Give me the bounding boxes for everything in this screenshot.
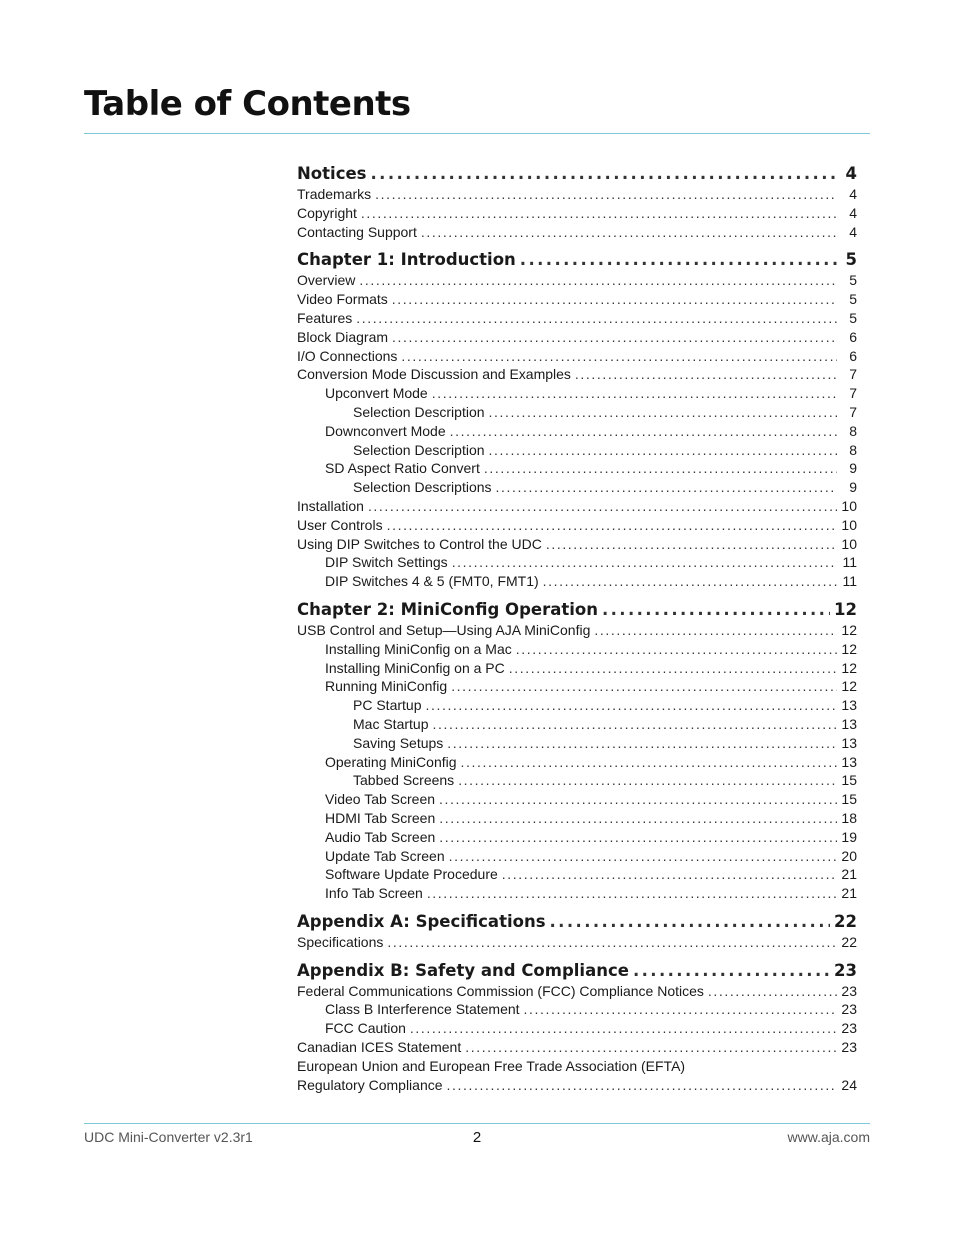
toc-entry-page: 7 [849, 366, 857, 383]
toc-heading-label: Appendix B: Safety and Compliance [297, 960, 629, 980]
toc-entry-page: 7 [849, 403, 857, 420]
toc-leader-dots [458, 771, 837, 790]
toc-entry-page: 4 [849, 223, 857, 240]
toc-leader-dots [633, 960, 830, 982]
toc-entry-label: Tabbed Screens [353, 772, 455, 789]
toc-leader-dots [375, 185, 837, 204]
toc-entry-page: 15 [841, 791, 857, 808]
toc-entry-label: I/O Connections [297, 347, 398, 364]
toc-section [297, 249, 857, 591]
toc-entry-label: DIP Switch Settings [325, 554, 448, 571]
toc-entry-label: User Controls [297, 516, 383, 533]
toc-entry[interactable] [297, 753, 857, 772]
toc-entry-label: Using DIP Switches to Control the UDC [297, 535, 542, 552]
toc-entry-page: 8 [849, 441, 857, 458]
toc-entry-label: Video Tab Screen [325, 791, 436, 808]
toc-entry-page: 8 [849, 422, 857, 439]
toc-heading[interactable] [297, 249, 857, 271]
toc-heading-page: 22 [834, 911, 857, 931]
toc-leader-dots [392, 290, 837, 309]
toc-entry[interactable] [297, 734, 857, 753]
toc-leader-dots [708, 982, 837, 1001]
toc-leader-dots [451, 677, 837, 696]
toc-entry-page: 10 [841, 535, 857, 552]
toc-leader-dots [356, 309, 837, 328]
toc-entry[interactable] [297, 516, 857, 535]
toc-entry[interactable] [297, 1000, 857, 1019]
toc-entry[interactable] [297, 572, 857, 591]
toc-entry[interactable] [297, 933, 857, 952]
toc-entry[interactable] [297, 828, 857, 847]
toc-entry-label: Class B Interference Statement [325, 1001, 520, 1018]
toc-entry-page: 22 [841, 933, 857, 950]
toc-entry[interactable] [297, 422, 857, 441]
toc-entry-page: 4 [849, 204, 857, 221]
toc-leader-dots [425, 696, 837, 715]
toc-entry-page: 5 [849, 309, 857, 326]
toc-entry[interactable] [297, 771, 857, 790]
toc-leader-dots [543, 572, 837, 591]
toc-entry[interactable] [297, 553, 857, 572]
toc-leader-dots [484, 459, 837, 478]
toc-entry-page: 20 [841, 847, 857, 864]
toc-entry[interactable] [297, 185, 857, 204]
toc-entry-page: 13 [841, 715, 857, 732]
toc-entry-label: Conversion Mode Discussion and Examples [297, 366, 571, 383]
toc-entry-page: 9 [849, 460, 857, 477]
table-of-contents [297, 163, 857, 1094]
toc-entry[interactable] [297, 478, 857, 497]
toc-entry-page: 15 [841, 772, 857, 789]
toc-leader-dots [520, 249, 837, 271]
toc-entry-page: 13 [841, 697, 857, 714]
toc-entry[interactable] [297, 328, 857, 347]
toc-entry[interactable] [297, 290, 857, 309]
toc-leader-dots [392, 328, 837, 347]
toc-entry-label: SD Aspect Ratio Convert [325, 460, 480, 477]
toc-entry-label: Federal Communications Commission (FCC) Compliance Notices [297, 982, 704, 999]
toc-entry[interactable] [297, 696, 857, 715]
toc-entry-label: Regulatory Compliance [297, 1076, 443, 1093]
toc-leader-dots [450, 422, 837, 441]
toc-leader-dots [439, 828, 837, 847]
toc-entry[interactable] [297, 1057, 857, 1076]
toc-entry-page: 13 [841, 734, 857, 751]
toc-entry[interactable] [297, 204, 857, 223]
toc-entry-page: 12 [841, 640, 857, 657]
toc-entry[interactable] [297, 621, 857, 640]
toc-entry-page: 23 [841, 1039, 857, 1056]
toc-entry[interactable] [297, 865, 857, 884]
toc-entry-page: 21 [841, 866, 857, 883]
toc-leader-dots [449, 847, 837, 866]
toc-heading-label: Chapter 2: MiniConfig Operation [297, 599, 598, 619]
page-title: Table of Contents [84, 84, 411, 124]
toc-leader-dots [461, 753, 837, 772]
toc-entry-page: 23 [841, 982, 857, 999]
toc-entry[interactable] [297, 403, 857, 422]
toc-section [297, 599, 857, 903]
toc-entry-label: Installing MiniConfig on a Mac [325, 640, 512, 657]
toc-entry-label: Video Formats [297, 291, 388, 308]
toc-entry-label: HDMI Tab Screen [325, 809, 436, 826]
toc-entry[interactable] [297, 790, 857, 809]
toc-entry-label: USB Control and Setup—Using AJA MiniConfig [297, 621, 591, 638]
toc-leader-dots [602, 599, 830, 621]
toc-leader-dots [502, 865, 837, 884]
toc-leader-dots [439, 790, 837, 809]
toc-entry-label: Selection Description [353, 403, 485, 420]
toc-entry-page: 23 [841, 1020, 857, 1037]
toc-entry-label: Upconvert Mode [325, 385, 428, 402]
toc-entry-label: Mac Startup [353, 715, 429, 732]
toc-leader-dots [432, 715, 837, 734]
toc-entry-label: Saving Setups [353, 734, 444, 751]
toc-entry-page: 12 [841, 678, 857, 695]
toc-heading-page: 12 [834, 599, 857, 619]
footer-document-title: UDC Mini-Converter v2.3r1 [84, 1129, 253, 1145]
toc-leader-dots [550, 911, 831, 933]
toc-entry-page: 13 [841, 753, 857, 770]
toc-leader-dots [387, 516, 837, 535]
toc-entry-page: 10 [841, 497, 857, 514]
toc-leader-dots [489, 403, 837, 422]
toc-entry-page: 12 [841, 659, 857, 676]
toc-entry-label: Features [297, 309, 353, 326]
toc-leader-dots [410, 1019, 837, 1038]
toc-heading-page: 23 [834, 960, 857, 980]
toc-entry[interactable] [297, 223, 857, 242]
toc-entry-page: 18 [841, 809, 857, 826]
toc-leader-dots [359, 271, 837, 290]
toc-heading-label: Appendix A: Specifications [297, 911, 546, 931]
toc-heading-label: Chapter 1: Introduction [297, 250, 516, 270]
toc-entry-label: PC Startup [353, 697, 422, 714]
toc-entry[interactable] [297, 271, 857, 290]
toc-entry-page: 9 [849, 479, 857, 496]
toc-entry[interactable] [297, 1019, 857, 1038]
toc-leader-dots [439, 809, 837, 828]
toc-entry[interactable] [297, 982, 857, 1001]
toc-section [297, 960, 857, 1095]
toc-entry-label: Selection Descriptions [353, 479, 492, 496]
toc-leader-dots [452, 553, 837, 572]
toc-entry-page: 11 [842, 573, 857, 590]
toc-entry-page: 19 [841, 828, 857, 845]
toc-entry[interactable] [297, 441, 857, 460]
toc-entry-page: 11 [842, 554, 857, 571]
toc-entry[interactable] [297, 309, 857, 328]
toc-leader-dots [368, 497, 837, 516]
toc-entry-label: Info Tab Screen [325, 885, 423, 902]
toc-entry-label: Installation [297, 497, 364, 514]
toc-leader-dots [427, 884, 837, 903]
toc-entry[interactable] [297, 884, 857, 903]
toc-entry-page: 24 [841, 1076, 857, 1093]
toc-entry-page: 7 [849, 385, 857, 402]
toc-entry-page: 10 [841, 516, 857, 533]
toc-section [297, 911, 857, 952]
toc-leader-dots [370, 163, 837, 185]
toc-entry-label: Block Diagram [297, 328, 389, 345]
title-divider [84, 133, 870, 134]
toc-entry-label: Canadian ICES Statement [297, 1039, 462, 1056]
toc-entry-label: Contacting Support [297, 223, 417, 240]
toc-entry[interactable] [297, 1038, 857, 1057]
toc-leader-dots [516, 640, 837, 659]
toc-entry[interactable] [297, 347, 857, 366]
toc-entry[interactable] [297, 847, 857, 866]
toc-entry[interactable] [297, 677, 857, 696]
toc-heading[interactable] [297, 163, 857, 185]
toc-leader-dots [447, 1076, 837, 1095]
toc-entry[interactable] [297, 659, 857, 678]
toc-leader-dots [465, 1038, 837, 1057]
toc-leader-dots [594, 621, 837, 640]
toc-leader-dots [401, 347, 837, 366]
toc-entry-page: 6 [849, 328, 857, 345]
toc-entry-label: Update Tab Screen [325, 847, 445, 864]
toc-leader-dots [447, 734, 837, 753]
toc-leader-dots [546, 535, 837, 554]
toc-entry[interactable] [297, 497, 857, 516]
toc-leader-dots [509, 659, 837, 678]
toc-leader-dots [489, 441, 837, 460]
toc-heading-page: 5 [845, 250, 857, 270]
toc-leader-dots [361, 204, 837, 223]
toc-entry[interactable] [297, 1076, 857, 1095]
toc-entry-page: 12 [841, 621, 857, 638]
toc-leader-dots [524, 1000, 837, 1019]
toc-entry-page: 6 [849, 347, 857, 364]
toc-entry-label: DIP Switches 4 & 5 (FMT0, FMT1) [325, 573, 539, 590]
toc-entry[interactable] [297, 809, 857, 828]
toc-entry[interactable] [297, 715, 857, 734]
toc-entry-page: 4 [849, 186, 857, 202]
toc-entry[interactable] [297, 365, 857, 384]
toc-heading[interactable] [297, 599, 857, 621]
toc-entry-label: European Union and European Free Trade Association (EFTA) [297, 1057, 686, 1074]
toc-entry-page: 5 [849, 272, 857, 289]
toc-heading[interactable] [297, 911, 857, 933]
toc-entry-label: Specifications [297, 933, 384, 950]
toc-entry-label: FCC Caution [325, 1020, 406, 1037]
toc-leader-dots [575, 365, 837, 384]
toc-entry[interactable] [297, 459, 857, 478]
toc-entry[interactable] [297, 640, 857, 659]
toc-leader-dots [421, 223, 837, 242]
toc-entry-label: Downconvert Mode [325, 422, 446, 439]
toc-entry[interactable] [297, 535, 857, 554]
toc-leader-dots [432, 384, 837, 403]
toc-entry-label: Trademarks [297, 186, 372, 202]
toc-entry-page: 5 [849, 291, 857, 308]
toc-heading-label: Notices [297, 164, 367, 183]
toc-entry-label: Installing MiniConfig on a PC [325, 659, 505, 676]
toc-entry[interactable] [297, 384, 857, 403]
toc-entry-label: Copyright [297, 204, 357, 221]
toc-section [297, 163, 857, 241]
toc-entry-label: Software Update Procedure [325, 866, 498, 883]
toc-heading-page: 4 [845, 164, 857, 183]
toc-heading[interactable] [297, 960, 857, 982]
toc-entry-label: Operating MiniConfig [325, 753, 457, 770]
toc-entry-page: 21 [841, 885, 857, 902]
footer-divider [84, 1123, 870, 1124]
toc-entry-label: Overview [297, 272, 356, 289]
footer-website: www.aja.com [787, 1129, 870, 1145]
toc-leader-dots [387, 933, 837, 952]
toc-entry-label: Audio Tab Screen [325, 828, 436, 845]
toc-entry-page: 23 [841, 1001, 857, 1018]
toc-leader-dots [496, 478, 837, 497]
toc-entry-label: Selection Description [353, 441, 485, 458]
toc-entry-label: Running MiniConfig [325, 678, 448, 695]
footer-page-number: 2 [472, 1129, 482, 1146]
